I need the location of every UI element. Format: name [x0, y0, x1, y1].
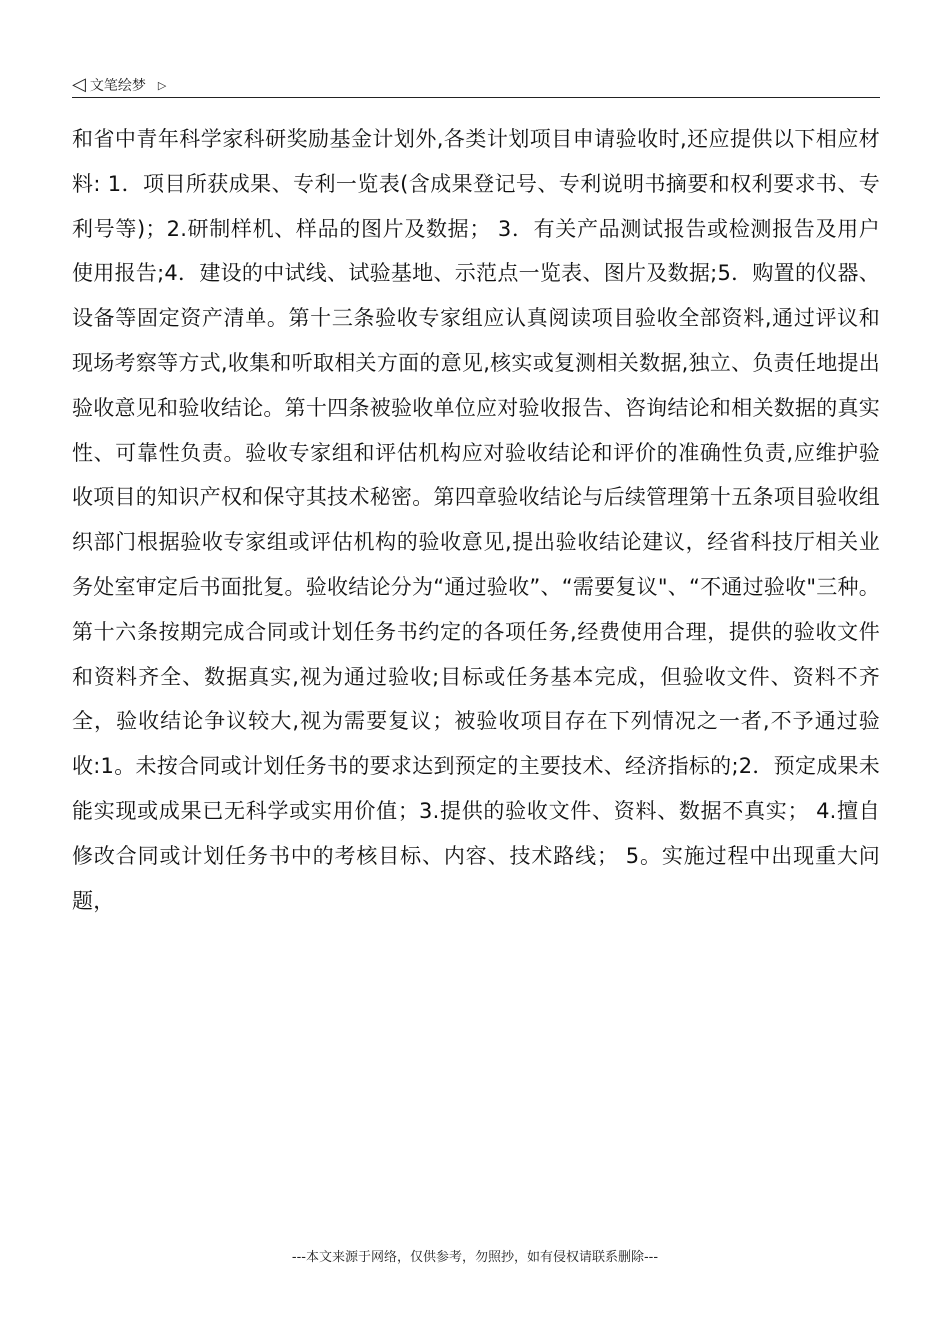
document-body — [72, 117, 880, 923]
triangle-right-icon: ▷ — [157, 78, 167, 92]
header-title: 文笔绘梦 — [89, 78, 146, 94]
header-divider — [72, 97, 880, 98]
triangle-left-icon: ◁ — [72, 74, 86, 95]
page-footer: ---本文来源于网络，仅供参考，勿照抄，如有侵权请联系删除--- — [291, 1250, 659, 1265]
body-paragraph: 和省中青年科学家科研奖励基金计划外,各类计划项目申请验收时,还应提供以下相应材料: 1．项目所获成果、专利一览表(含成果登记号、专利说明书摘要和权利要求书、专利号等)；2.研制样机、样品的图片及数据； 3．有关产品测试报告或检测报告及用户使用报告;4．建设的中试线、试验基地、示范点一览表、图片及数据;5．购置的仪器、设备等固定资产清单。第十三条验收专家组应认真阅读项目验收全部资料,通过评议和现场考察等方式,收集和听取相关方面的意见,核实或复测相关数据,独立、负责任地提出验收意见和验收结论。第十四条被验收单位应对验收报告、咨询结论和相关数据的真实性、可靠性负责。验收专家组和评估机构应对验收结论和评价的准确性负责,应维护验收项目的知识产权和保守其技术秘密。第四章验收结论与后续管理第十五条项目验收组织部门根据验收专家组或评估机构的验收意见,提出验收结论建议，经省科技厅相关业务处室审定后书面批复。验收结论分为“通过验收”、“需要复议"、“不通过验收"三种。第十六条按期完成合同或计划任务书约定的各项任务,经费使用合理，提供的验收文件和资料齐全、数据真实,视为通过验收;目标或任务基本完成，但验收文件、资料不齐全，验收结论争议较大,视为需要复议；被验收项目存在下列情况之一者,不予通过验收:1。未按合同或计划任务书的要求达到预定的主要技术、经济指标的;2．预定成果未能实现或成果已无科学或实用价值；3.提供的验收文件、资料、数据不真实； 4.擅自修改合同或计划任务书中的考核目标、内容、技术路线； 5。实施过程中出现重大问题， — [72, 127, 880, 913]
page-header — [72, 74, 166, 96]
